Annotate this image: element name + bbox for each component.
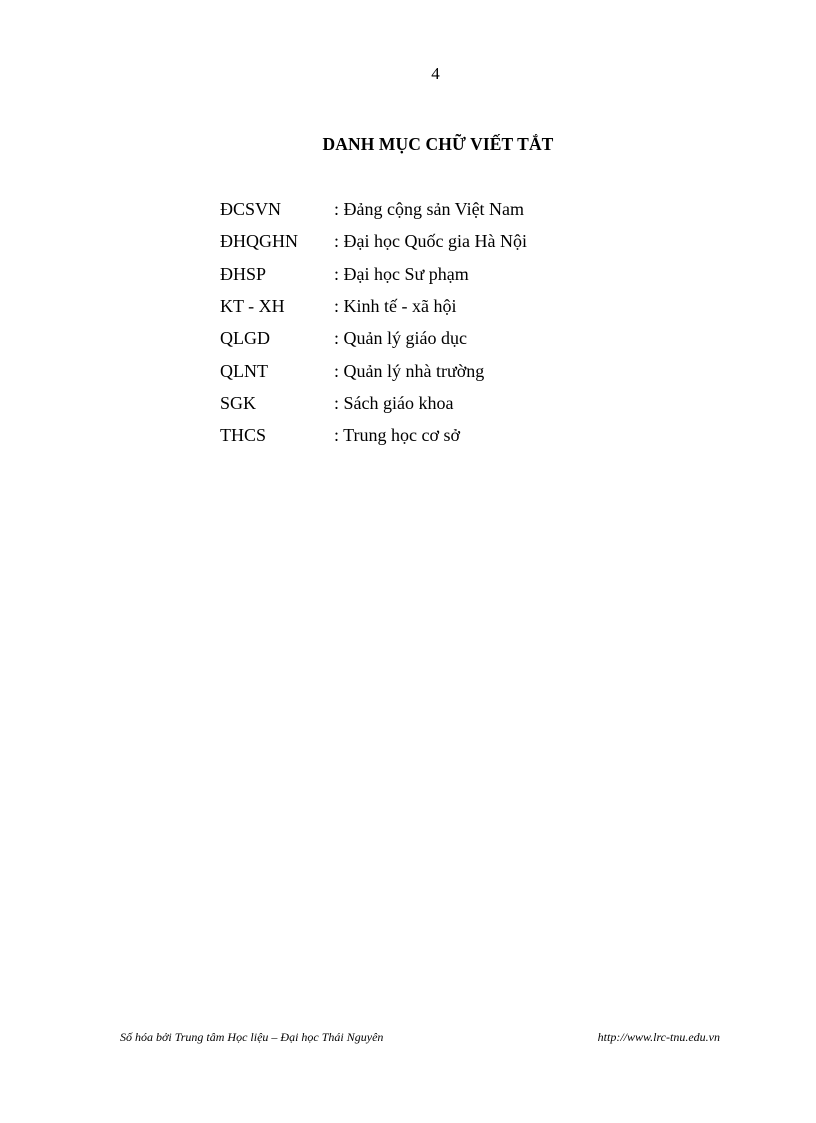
abbreviation-meaning: : Đại học Quốc gia Hà Nội (334, 231, 527, 252)
page-title: DANH MỤC CHỮ VIẾT TẮT (322, 134, 554, 154)
abbreviation-meaning: : Đại học Sư phạm (334, 263, 469, 284)
page-number: 4 (431, 64, 440, 83)
abbreviation-code: KT - XH (220, 296, 285, 317)
abbreviation-row-kt-xh (220, 290, 640, 322)
abbreviation-meaning: : Trung học cơ sở (334, 425, 461, 446)
abbreviation-row-qlnt (220, 354, 640, 386)
abbreviation-code: ĐCSVN (220, 199, 282, 220)
abbreviation-code: QLGD (220, 328, 270, 349)
footer-source-note: Số hóa bởi Trung tâm Học liệu – Đại học Thái Nguyên (120, 1030, 384, 1044)
abbreviation-row-thcs (220, 419, 640, 451)
abbreviation-code: ĐHQGHN (220, 231, 298, 252)
abbreviation-row-sgk (220, 387, 640, 419)
abbreviation-row-dhqghn (220, 225, 640, 257)
abbreviation-meaning: : Đảng cộng sản Việt Nam (334, 199, 525, 220)
abbreviation-meaning: : Quản lý giáo dục (334, 328, 467, 349)
abbreviation-code: SGK (220, 392, 257, 413)
abbreviation-code: QLNT (220, 360, 268, 381)
abbreviation-row-dcsvn (220, 193, 640, 225)
abbreviation-row-qlgd (220, 322, 640, 354)
abbreviation-code: ĐHSP (220, 263, 267, 284)
footer-url: http://www.lrc-tnu.edu.vn (597, 1030, 720, 1044)
abbreviation-row-dhsp (220, 258, 640, 290)
abbreviation-list (220, 193, 640, 451)
abbreviation-meaning: : Quản lý nhà trường (334, 360, 485, 381)
abbreviation-meaning: : Kinh tế - xã hội (334, 296, 457, 317)
abbreviation-code: THCS (220, 425, 267, 446)
abbreviation-meaning: : Sách giáo khoa (334, 392, 454, 413)
